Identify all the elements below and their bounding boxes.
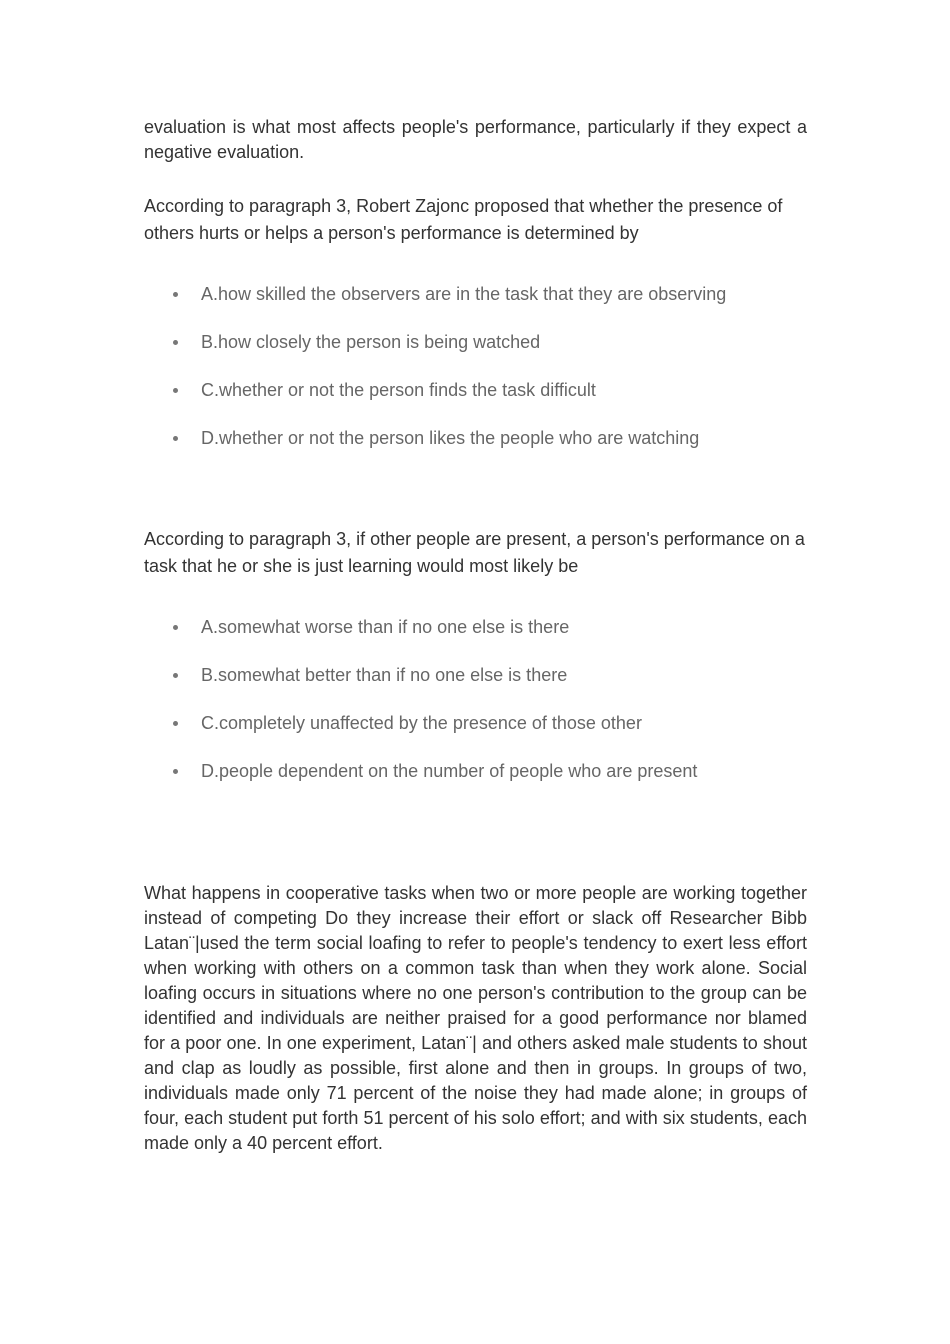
question-2-option-d[interactable] [144,758,807,806]
bullet-icon [173,625,178,630]
closing-paragraph: What happens in cooperative tasks when two or more people are working together instead of competing Do they increase their effort or slack off Researcher Bibb Latan¨|used the term social loafing to refer to people's tendency to exert less effort when working with others on a common task than when they work alone. Social loafing occurs in situations where no one person's contribution to the group can be identified and individuals are neither praised for a good performance nor blamed for a poor one. In one experiment, Latan¨| and others asked male students to shout and clap as loudly as possible, first alone and then in groups. In groups of two, individuals made only 71 percent of the noise they had made alone; in groups of four, each student put forth 51 percent of his solo effort; and with six students, each made only a 40 percent effort. [144,883,807,1153]
bullet-icon [173,769,178,774]
bullet-icon [173,673,178,678]
question-1-options [144,281,807,473]
option-label: C.whether or not the person finds the task difficult [201,380,596,400]
question-2-options [144,614,807,806]
question-1-option-b[interactable] [144,329,807,377]
question-1-option-d[interactable] [144,425,807,473]
question-1-prompt: According to paragraph 3, Robert Zajonc proposed that whether the presence of others hurts or helps a person's performance is determined by [144,196,783,243]
intro-paragraph: evaluation is what most affects people's performance, particularly if they expect a negative evaluation. [144,117,807,162]
bullet-icon [173,436,178,441]
option-label: B.how closely the person is being watched [201,332,541,352]
question-2-option-a[interactable] [144,614,807,662]
bullet-icon [173,388,178,393]
question-1-option-a[interactable] [144,281,807,329]
question-2-option-b[interactable] [144,662,807,710]
option-label: C.completely unaffected by the presence of those other [201,713,642,733]
option-label: A.somewhat worse than if no one else is there [201,617,570,637]
bullet-icon [173,721,178,726]
bullet-icon [173,340,178,345]
bullet-icon [173,292,178,297]
option-label: D.whether or not the person likes the people who are watching [201,428,700,448]
question-2-option-c[interactable] [144,710,807,758]
question-2-prompt: According to paragraph 3, if other people are present, a person's performance on a task that he or she is just learning would most likely be [144,529,805,576]
question-1-option-c[interactable] [144,377,807,425]
option-label: A.how skilled the observers are in the task that they are observing [201,284,727,304]
option-label: D.people dependent on the number of people who are present [201,761,698,781]
option-label: B.somewhat better than if no one else is there [201,665,568,685]
